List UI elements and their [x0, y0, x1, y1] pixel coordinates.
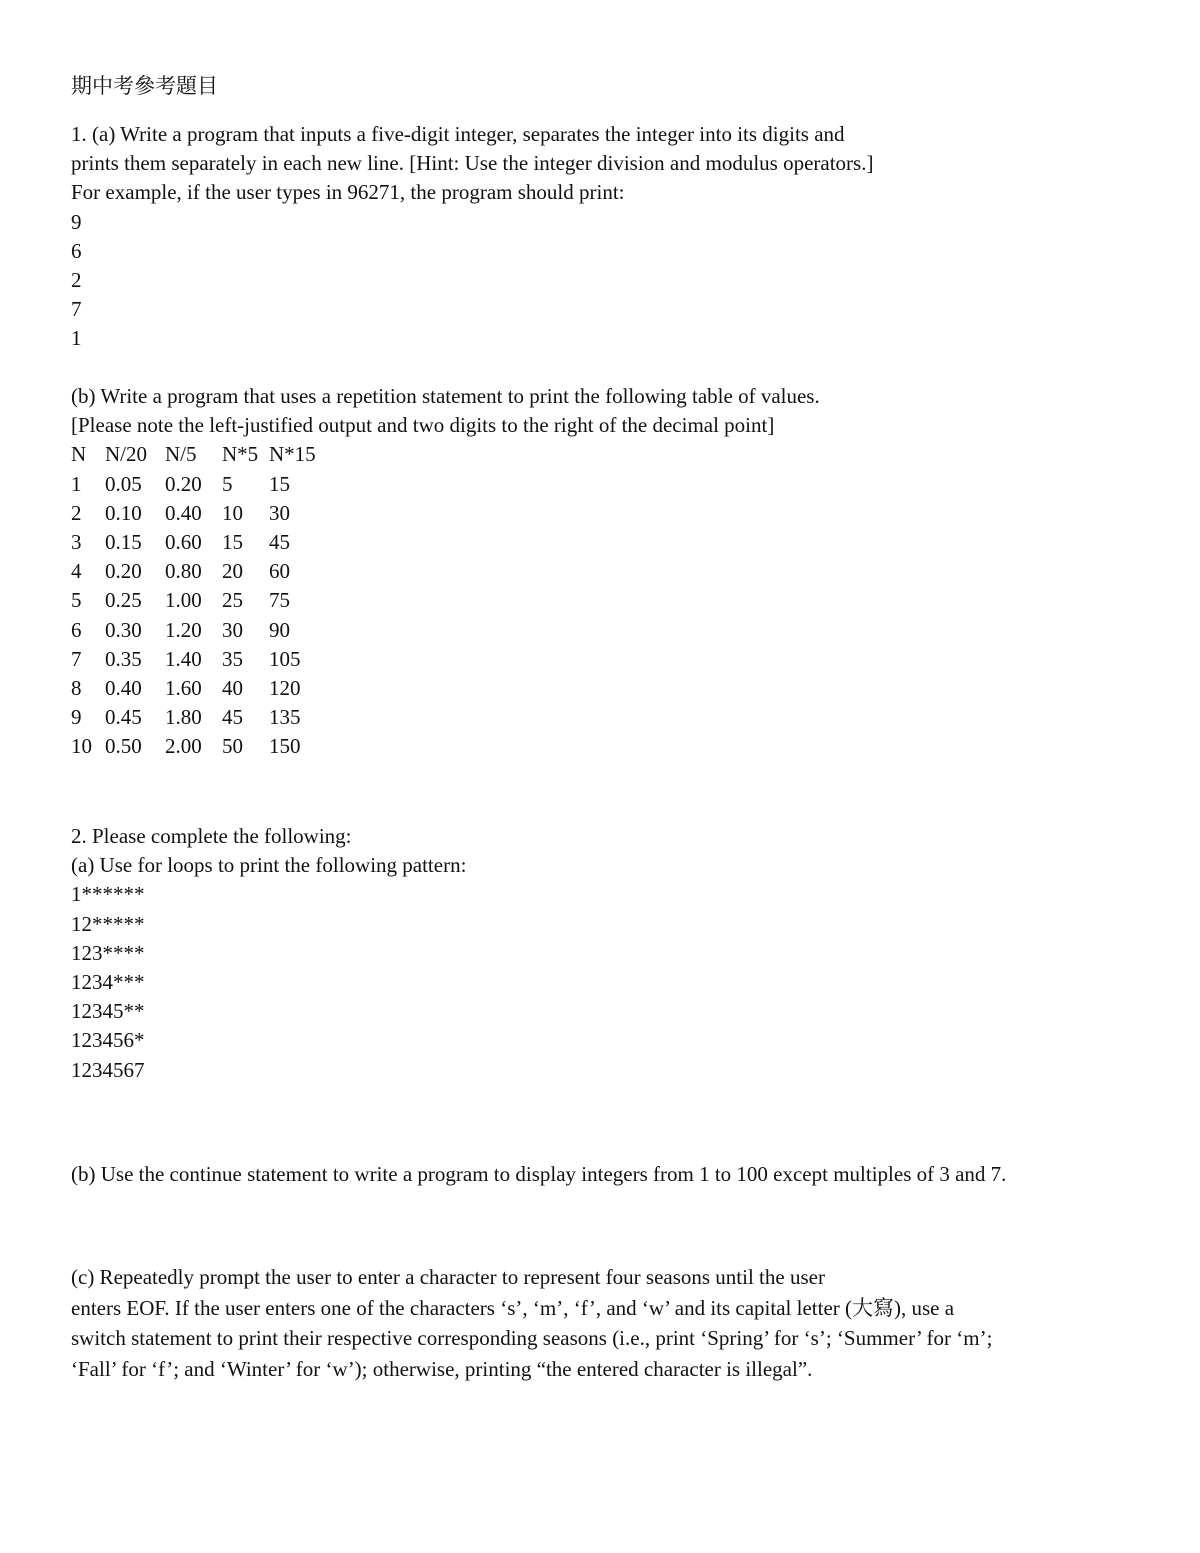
table-cell: 50 — [222, 734, 243, 759]
table-cell: 4 — [71, 559, 82, 584]
table-cell: 25 — [222, 588, 243, 613]
table-row — [71, 499, 329, 528]
table-row — [71, 703, 329, 732]
table-cell: 1.80 — [165, 705, 202, 730]
question-2b: (b) Use the continue statement to write a program to display integers from 1 to 100 except multiples of 3 and 7. — [71, 1162, 1007, 1186]
pattern-line: 1234567 — [71, 1057, 145, 1082]
table-cell: 0.40 — [105, 676, 142, 700]
table-header-cell: N — [71, 442, 87, 467]
q2c-line: enters EOF. If the user enters one of the characters ‘s’, ‘m’, ‘f’, and ‘w’ and its capital letter (大寫), use a — [71, 1295, 955, 1320]
table-cell: 0.60 — [165, 529, 202, 554]
q1a-line: 1. (a) Write a program that inputs a five-digit integer, separates the integer into its digits and — [71, 122, 845, 146]
question-2c — [71, 1262, 992, 1384]
table-header-cell: N/5 — [165, 442, 197, 467]
q1a-line: prints them separately in each new line. [Hint: Use the integer division and modulus operators.] — [71, 151, 874, 176]
table-cell: 5 — [222, 471, 233, 496]
table-cell: 0.80 — [165, 559, 202, 584]
table-row — [71, 645, 329, 674]
table-cell: 90 — [269, 617, 290, 642]
table-header-cell: N*5 — [222, 442, 259, 467]
table-cell: 15 — [269, 471, 290, 496]
q2c-line: (c) Repeatedly prompt the user to enter a character to represent four seasons until the user — [71, 1265, 825, 1289]
q1a-output-digit: 9 — [71, 209, 82, 234]
table-cell: 45 — [222, 705, 243, 730]
table-row — [71, 674, 329, 703]
table-cell: 1 — [71, 471, 82, 496]
table-body — [71, 470, 329, 762]
table-cell: 6 — [71, 617, 82, 642]
table-cell: 5 — [71, 588, 82, 613]
table-cell: 0.10 — [105, 500, 142, 525]
table-cell: 30 — [269, 500, 290, 525]
table-cell: 0.30 — [105, 617, 142, 642]
table-cell: 10 — [71, 734, 92, 759]
page-title: 期中考參考題目 — [71, 74, 218, 98]
table-cell: 1.40 — [165, 646, 202, 671]
q2c-line: switch statement to print their respective corresponding seasons (i.e., print ‘Spring’ for ‘s’; ‘Summer’ for ‘m’; — [71, 1326, 993, 1350]
table-cell: 150 — [269, 734, 301, 759]
pattern-line: 123456* — [71, 1028, 145, 1053]
table-cell: 2 — [71, 500, 82, 525]
table-row — [71, 586, 329, 615]
pattern-line: 12345** — [71, 999, 145, 1024]
table-header-cell: N/20 — [105, 442, 147, 467]
table-cell: 120 — [269, 676, 301, 700]
q2a-label: (a) Use for loops to print the following pattern: — [71, 853, 467, 878]
question-1b — [71, 382, 820, 762]
table-cell: 7 — [71, 646, 82, 671]
table-header-cell: N*15 — [269, 442, 316, 467]
table-cell: 1.20 — [165, 617, 202, 642]
table-cell: 0.35 — [105, 646, 142, 671]
table-cell: 10 — [222, 500, 243, 525]
q1a-output-digit: 7 — [71, 297, 82, 322]
table-cell: 75 — [269, 588, 290, 613]
table-row — [71, 528, 329, 557]
table-cell: 0.20 — [105, 559, 142, 584]
table-cell: 3 — [71, 529, 82, 554]
table-row — [71, 470, 329, 499]
values-table — [71, 440, 329, 761]
table-cell: 60 — [269, 559, 290, 584]
table-cell: 0.40 — [165, 500, 202, 525]
q1a-output-digit: 1 — [71, 326, 82, 351]
table-header-row — [71, 440, 329, 469]
table-cell: 30 — [222, 617, 243, 642]
table-row — [71, 616, 329, 645]
table-cell: 0.45 — [105, 705, 142, 730]
table-cell: 20 — [222, 559, 243, 584]
q1a-output-digit: 6 — [71, 238, 82, 263]
table-row — [71, 732, 329, 761]
q1a-line: For example, if the user types in 96271, the program should print: — [71, 180, 625, 205]
table-cell: 0.05 — [105, 471, 142, 496]
table-cell: 1.00 — [165, 588, 202, 613]
table-cell: 9 — [71, 705, 82, 730]
question-2a — [71, 822, 466, 1085]
q2c-line: ‘Fall’ for ‘f’; and ‘Winter’ for ‘w’); otherwise, printing “the entered character is illegal”. — [71, 1356, 813, 1381]
pattern-line: 1234*** — [71, 969, 145, 994]
pattern-line: 12***** — [71, 911, 145, 936]
table-cell: 35 — [222, 646, 243, 671]
question-1a — [71, 120, 873, 354]
table-cell: 2.00 — [165, 734, 202, 759]
table-cell: 0.25 — [105, 588, 142, 613]
table-row — [71, 557, 329, 586]
table-cell: 45 — [269, 529, 290, 554]
q1a-output-digit: 2 — [71, 267, 82, 292]
table-cell: 15 — [222, 529, 243, 554]
table-cell: 0.20 — [165, 471, 202, 496]
pattern-line: 123**** — [71, 940, 145, 965]
table-cell: 1.60 — [165, 676, 202, 700]
q1b-line: [Please note the left-justified output and two digits to the right of the decimal point] — [71, 413, 775, 438]
table-cell: 135 — [269, 705, 301, 730]
q1b-line: (b) Write a program that uses a repetition statement to print the following table of values. — [71, 384, 820, 408]
q2-intro: 2. Please complete the following: — [71, 824, 352, 848]
table-cell: 105 — [269, 646, 301, 671]
table-cell: 40 — [222, 676, 243, 700]
table-cell: 0.15 — [105, 529, 142, 554]
table-cell: 8 — [71, 676, 82, 700]
pattern-line: 1****** — [71, 882, 145, 907]
table-cell: 0.50 — [105, 734, 142, 759]
